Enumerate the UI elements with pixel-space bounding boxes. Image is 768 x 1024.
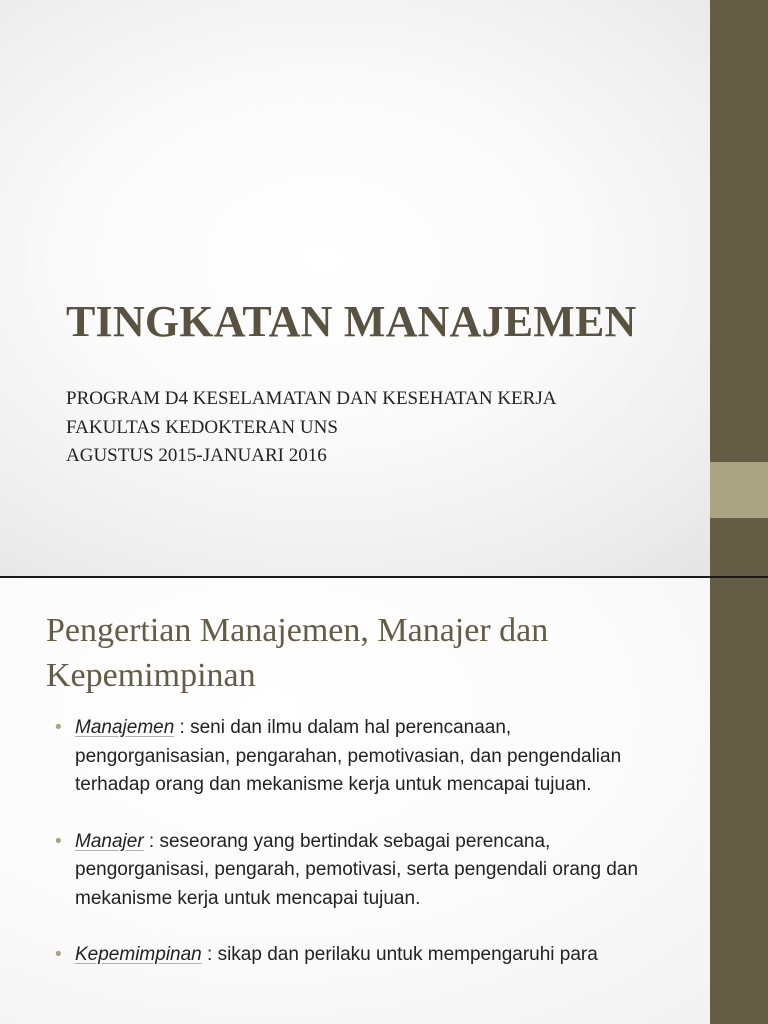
- slide-subtitle: [66, 385, 556, 471]
- bullet-item-kepemimpinan: [55, 941, 665, 970]
- bullet-item-manajemen: [55, 714, 665, 800]
- bullet-definition: : sikap dan perilaku untuk mempengaruhi para: [201, 944, 598, 965]
- slide-side-bar: [710, 578, 768, 1024]
- bullet-definition: : seseorang yang bertindak sebagai perencana, pengorganisasi, pengarah, pemotivasi, serta pengendali orang dan mekanisme kerja untuk mencapai tujuan.: [75, 830, 639, 909]
- slide-title: TINGKATAN MANAJEMEN: [66, 297, 637, 346]
- slide-side-bar-accent: [710, 462, 768, 518]
- subtitle-line-period: AGUSTUS 2015-JANUARI 2016: [66, 445, 327, 466]
- bullet-term: Kepemimpinan: [75, 944, 202, 965]
- bullet-dot-icon: •: [55, 717, 62, 738]
- subtitle-line-program: PROGRAM D4 KESELAMATAN DAN KESEHATAN KERJA: [66, 388, 557, 409]
- slide-heading: Pengertian Manajemen, Manajer dan Kepemimpinan: [46, 612, 549, 694]
- subtitle-line-faculty: FAKULTAS KEDOKTERAN UNS: [66, 416, 338, 438]
- content-slide: [0, 578, 768, 1024]
- bullet-dot-icon: •: [55, 830, 62, 852]
- bullet-item-manajer: [55, 828, 665, 914]
- bullet-dot-icon: •: [55, 944, 62, 965]
- bullet-term: Manajer: [75, 830, 144, 852]
- bullet-definition: : seni dan ilmu dalam hal perencanaan, pengorganisasian, pengarahan, pemotivasian, dan pengendalian terhadap orang dan mekanisme kerja untuk mencapai tujuan.: [75, 717, 622, 795]
- bullet-list: [55, 714, 665, 998]
- bullet-term: Manajemen: [75, 717, 175, 738]
